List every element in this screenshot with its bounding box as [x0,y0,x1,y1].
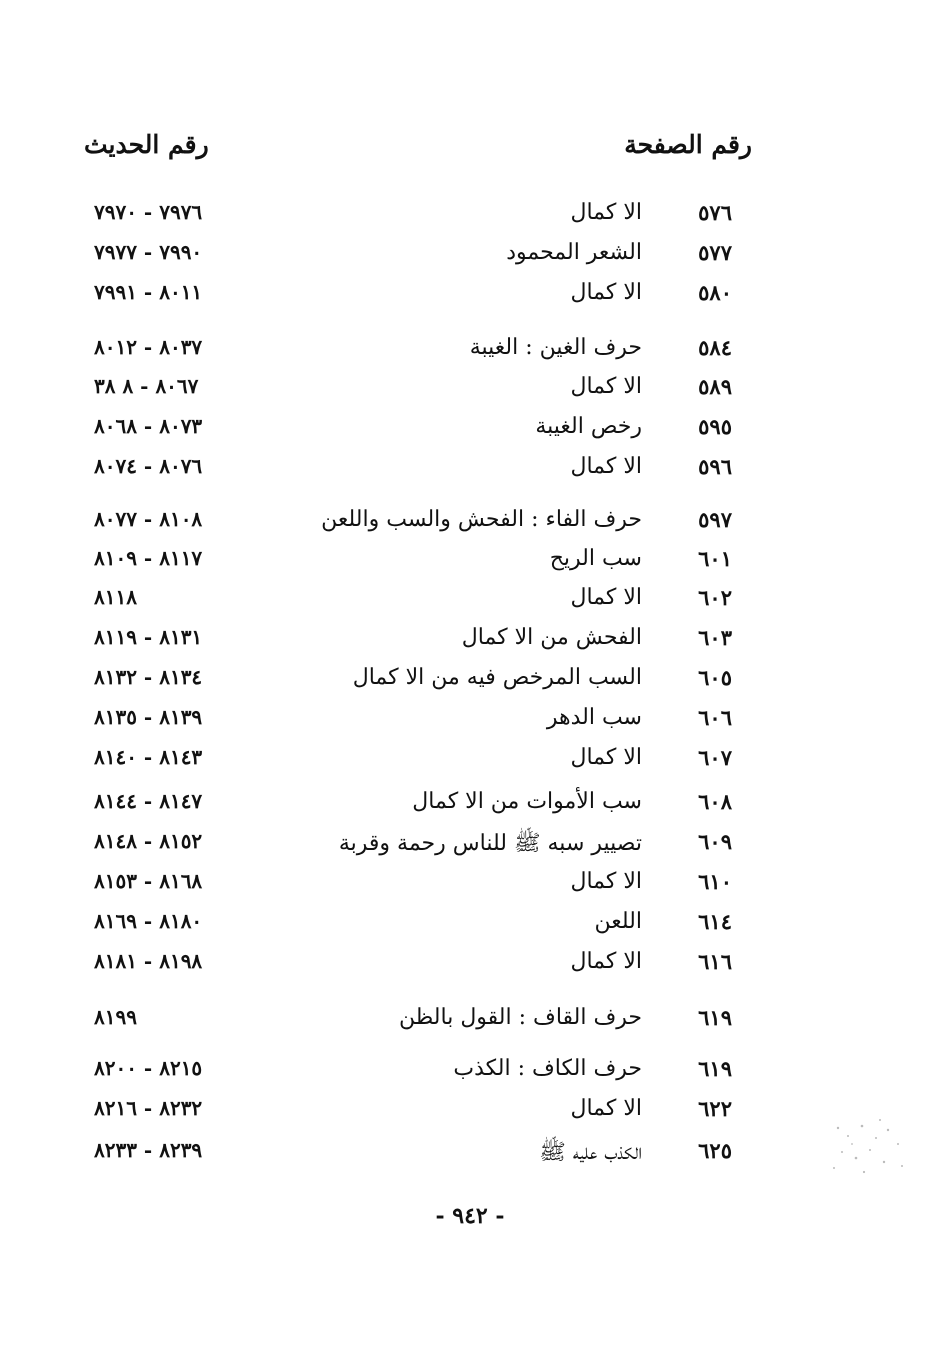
index-row [0,585,940,625]
row-hadith-range: ٨١٣١ - ٨١١٩ [94,625,203,649]
row-hadith-range: ٨١٠٨ - ٨٠٧٧ [94,507,203,531]
row-chapter-title: حرف الكاف : الكذب [453,1056,642,1081]
row-hadith-range: ٨٠٣٧ - ٨٠١٢ [94,335,203,359]
page-number-column-header: رقم الصفحة [624,130,752,159]
page-footer-number: - ٩٤٢ - [435,1203,505,1229]
index-row [0,705,940,745]
row-hadith-range: ٨١٤٧ - ٨١٤٤ [94,789,203,813]
index-row [0,280,940,320]
row-page-number: ٦٠٣ [698,625,732,650]
index-row [0,200,940,240]
row-page-number: ٥٨٤ [698,335,732,360]
row-chapter-title: الا كمال [570,454,642,479]
row-page-number: ٦١٦ [698,949,732,974]
index-row [0,665,940,705]
row-page-number: ٦١٤ [698,909,732,934]
row-chapter-title: الا كمال [570,949,642,974]
row-hadith-range: ٨٠٧٣ - ٨٠٦٨ [94,414,203,438]
index-row [0,335,940,375]
index-row [0,789,940,829]
index-row [0,507,940,547]
row-chapter-title: حرف القاف : القول بالظن [399,1005,642,1030]
scan-noise-mark [818,1108,914,1184]
row-chapter-title: سب الدهر [546,705,642,730]
index-row [0,1005,940,1045]
row-page-number: ٥٩٧ [698,507,732,532]
index-row [0,454,940,494]
row-hadith-range: ٨١٥٢ - ٨١٤٨ [94,829,203,853]
row-hadith-range: ٨١٩٨ - ٨١٨١ [94,949,203,973]
row-chapter-title: الا كمال [570,585,642,610]
row-page-number: ٥٩٥ [698,414,732,439]
row-chapter-title: تصيير سبه ﷺ للناس رحمة وقربة [338,831,642,856]
row-hadith-range: ٨١٨٠ - ٨١٦٩ [94,909,203,933]
row-page-number: ٥٧٧ [698,240,732,265]
row-chapter-title: حرف الغين : الغيبة [469,335,642,360]
row-chapter-title: الكذب عليه ﷺ [539,1140,642,1165]
row-page-number: ٦٢٢ [698,1096,732,1121]
row-hadith-range: ٧٩٧٦ - ٧٩٧٠ [94,200,203,224]
index-row [0,745,940,785]
row-hadith-range: ٨٢٣٢ - ٨٢١٦ [94,1096,203,1120]
row-page-number: ٦٠٧ [698,745,732,770]
row-page-number: ٦٢٥ [698,1138,732,1163]
index-row [0,414,940,454]
row-page-number: ٥٨٠ [698,280,732,305]
row-page-number: ٦٠٢ [698,585,732,610]
row-hadith-range: ٨٠١١ - ٧٩٩١ [94,280,203,304]
row-hadith-range: ٨٢٣٩ - ٨٢٣٣ [94,1138,203,1162]
row-chapter-title: الا كمال [570,200,642,225]
row-page-number: ٦٠١ [698,546,732,571]
index-row [0,909,940,949]
row-hadith-range: ٨١٣٩ - ٨١٣٥ [94,705,203,729]
row-page-number: ٦١٠ [698,869,732,894]
row-chapter-title: سب الريح [549,546,642,571]
index-row [0,1096,940,1136]
row-chapter-title: الشعر المحمود [506,240,642,265]
row-chapter-title: الفحش من الا كمال [461,625,642,650]
row-chapter-title: حرف الفاء : الفحش والسب واللعن [321,507,642,532]
row-page-number: ٦٠٥ [698,665,732,690]
index-row [0,829,940,869]
row-page-number: ٦٠٦ [698,705,732,730]
index-row [0,949,940,989]
index-row [0,546,940,586]
row-page-number: ٦١٩ [698,1005,732,1030]
index-row [0,240,940,280]
row-hadith-range: ٨٠٦٧ - ٨ ٣٨ [94,374,199,398]
row-page-number: ٥٧٦ [698,200,732,225]
row-hadith-range: ٨٠٧٦ - ٨٠٧٤ [94,454,203,478]
row-hadith-range: ٧٩٩٠ - ٧٩٧٧ [94,240,203,264]
row-chapter-title: الا كمال [570,1096,642,1121]
index-row [0,1056,940,1096]
row-chapter-title: اللعن [594,909,642,934]
row-chapter-title: الا كمال [570,869,642,894]
index-row [0,374,940,414]
row-hadith-range: ٨١١٧ - ٨١٠٩ [94,546,203,570]
row-page-number: ٦٠٩ [698,829,732,854]
index-row [0,1138,940,1178]
row-hadith-range: ٨١١٨ [94,585,137,609]
row-chapter-title: الا كمال [570,280,642,305]
row-chapter-title: السب المرخص فيه من الا كمال [352,665,642,690]
row-chapter-title: سب الأموات من الا كمال [412,789,642,814]
hadith-number-column-header: رقم الحديث [84,130,209,159]
row-page-number: ٥٩٦ [698,454,732,479]
row-hadith-range: ٨١٣٤ - ٨١٣٢ [94,665,203,689]
row-hadith-range: ٨١٤٣ - ٨١٤٠ [94,745,203,769]
row-page-number: ٥٨٩ [698,374,732,399]
row-page-number: ٦٠٨ [698,789,732,814]
row-chapter-title: رخص الغيبة [535,414,642,439]
index-row [0,869,940,909]
row-hadith-range: ٨٢١٥ - ٨٢٠٠ [94,1056,203,1080]
row-chapter-title: الا كمال [570,374,642,399]
index-row [0,625,940,665]
row-chapter-title: الا كمال [570,745,642,770]
row-hadith-range: ٨١٩٩ [94,1005,137,1029]
row-hadith-range: ٨١٦٨ - ٨١٥٣ [94,869,203,893]
row-page-number: ٦١٩ [698,1056,732,1081]
